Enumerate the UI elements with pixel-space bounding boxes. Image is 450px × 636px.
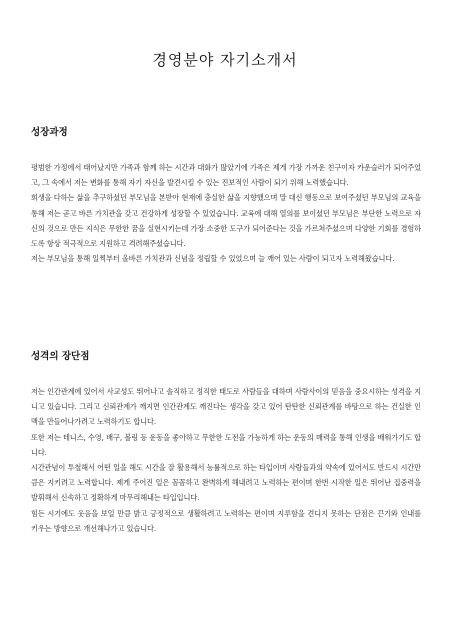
paragraph: 힘든 시기에도 웃음을 보일 만큼 밝고 긍정적으로 생활하려고 노력하는 편이며 지루함을 견디지 못하는 단점은 끈기와 인내를 키우는 방향으로 개선해나가고 있습니다. [31, 508, 421, 533]
document-title: 경영분야 자기소개서 [152, 51, 298, 69]
paragraph: 저는 부모님을 통해 일찍부터 올바른 가치관과 신념을 정립할 수 있었으며 늘 깨어 있는 사람이 되고자 노력해왔습니다. [31, 254, 395, 264]
paragraph: 또한 저는 테니스, 수영, 배구, 볼링 등 운동을 좋아하고 무한한 도전을 가능하게 하는 운동의 매력을 통해 인생을 배워가기도 합니다. [31, 432, 421, 457]
section-heading-personality: 성격의 장단점 [31, 351, 90, 362]
section-personality [31, 348, 421, 536]
paragraph: 평범한 가정에서 태어났지만 가족과 함께 하는 시간과 대화가 많았기에 가족은 제게 가장 가까운 친구이자 카운슬러가 되어주었고, 그 속에서 저는 변화를 통해 자기 자신을 발견시킬 수 있는 진보적인 사람이 되기 위해 노력했습니다. [31, 163, 421, 188]
paragraph: 희생을 다하는 삶을 추구하셨던 부모님을 본받아 현재에 충실한 삶을 지향했으며 말 대신 행동으로 보여주셨던 부모님의 교육을 통해 저는 곧고 바른 가치관을 갖고 건강하게 성장할 수 있었습니다. 교육에 대해 열의를 보이셨던 부모님은 부단한 노력으로 자신의 것으로 만든 지식은 무한한 꿈을 실현시키는데 가장 소중한 도구가 되어준다는 것을 가르쳐주셨으며 다양한 기회를 경험하도록 항상 적극적으로 지원하고 격려해주셨습니다. [31, 193, 421, 249]
paragraph: 저는 인간관계에 있어서 사교성도 뛰어나고 솔직하고 정직한 태도로 사람들을 대하며 사람사이의 믿음을 중요시하는 성격을 지니고 있습니다. 그리고 신뢰관계가 깨지면 인간관계도 깨진다는 생각을 갖고 있어 탄탄한 신뢰관계를 바탕으로 하는 건실한 인맥을 만들어나가려고 노력하기도 합니다. [31, 387, 421, 427]
section-growth [31, 124, 421, 266]
paragraph: 시간관념이 투철해서 어떤 일을 해도 시간을 잘 활용해서 능률적으로 하는 타입이며 사람들과의 약속에 있어서도 반드시 시간만큼은 지키려고 노력합니다. 제게 주어진 일은 꼼꼼하고 완벽하게 해내려고 노력하는 편이며 한번 시작한 일은 뛰어난 집중력을 발휘해서 신속하고 정확하게 마무리해내는 타입입니다. [31, 463, 421, 503]
section-heading-growth: 성장과정 [31, 127, 68, 138]
